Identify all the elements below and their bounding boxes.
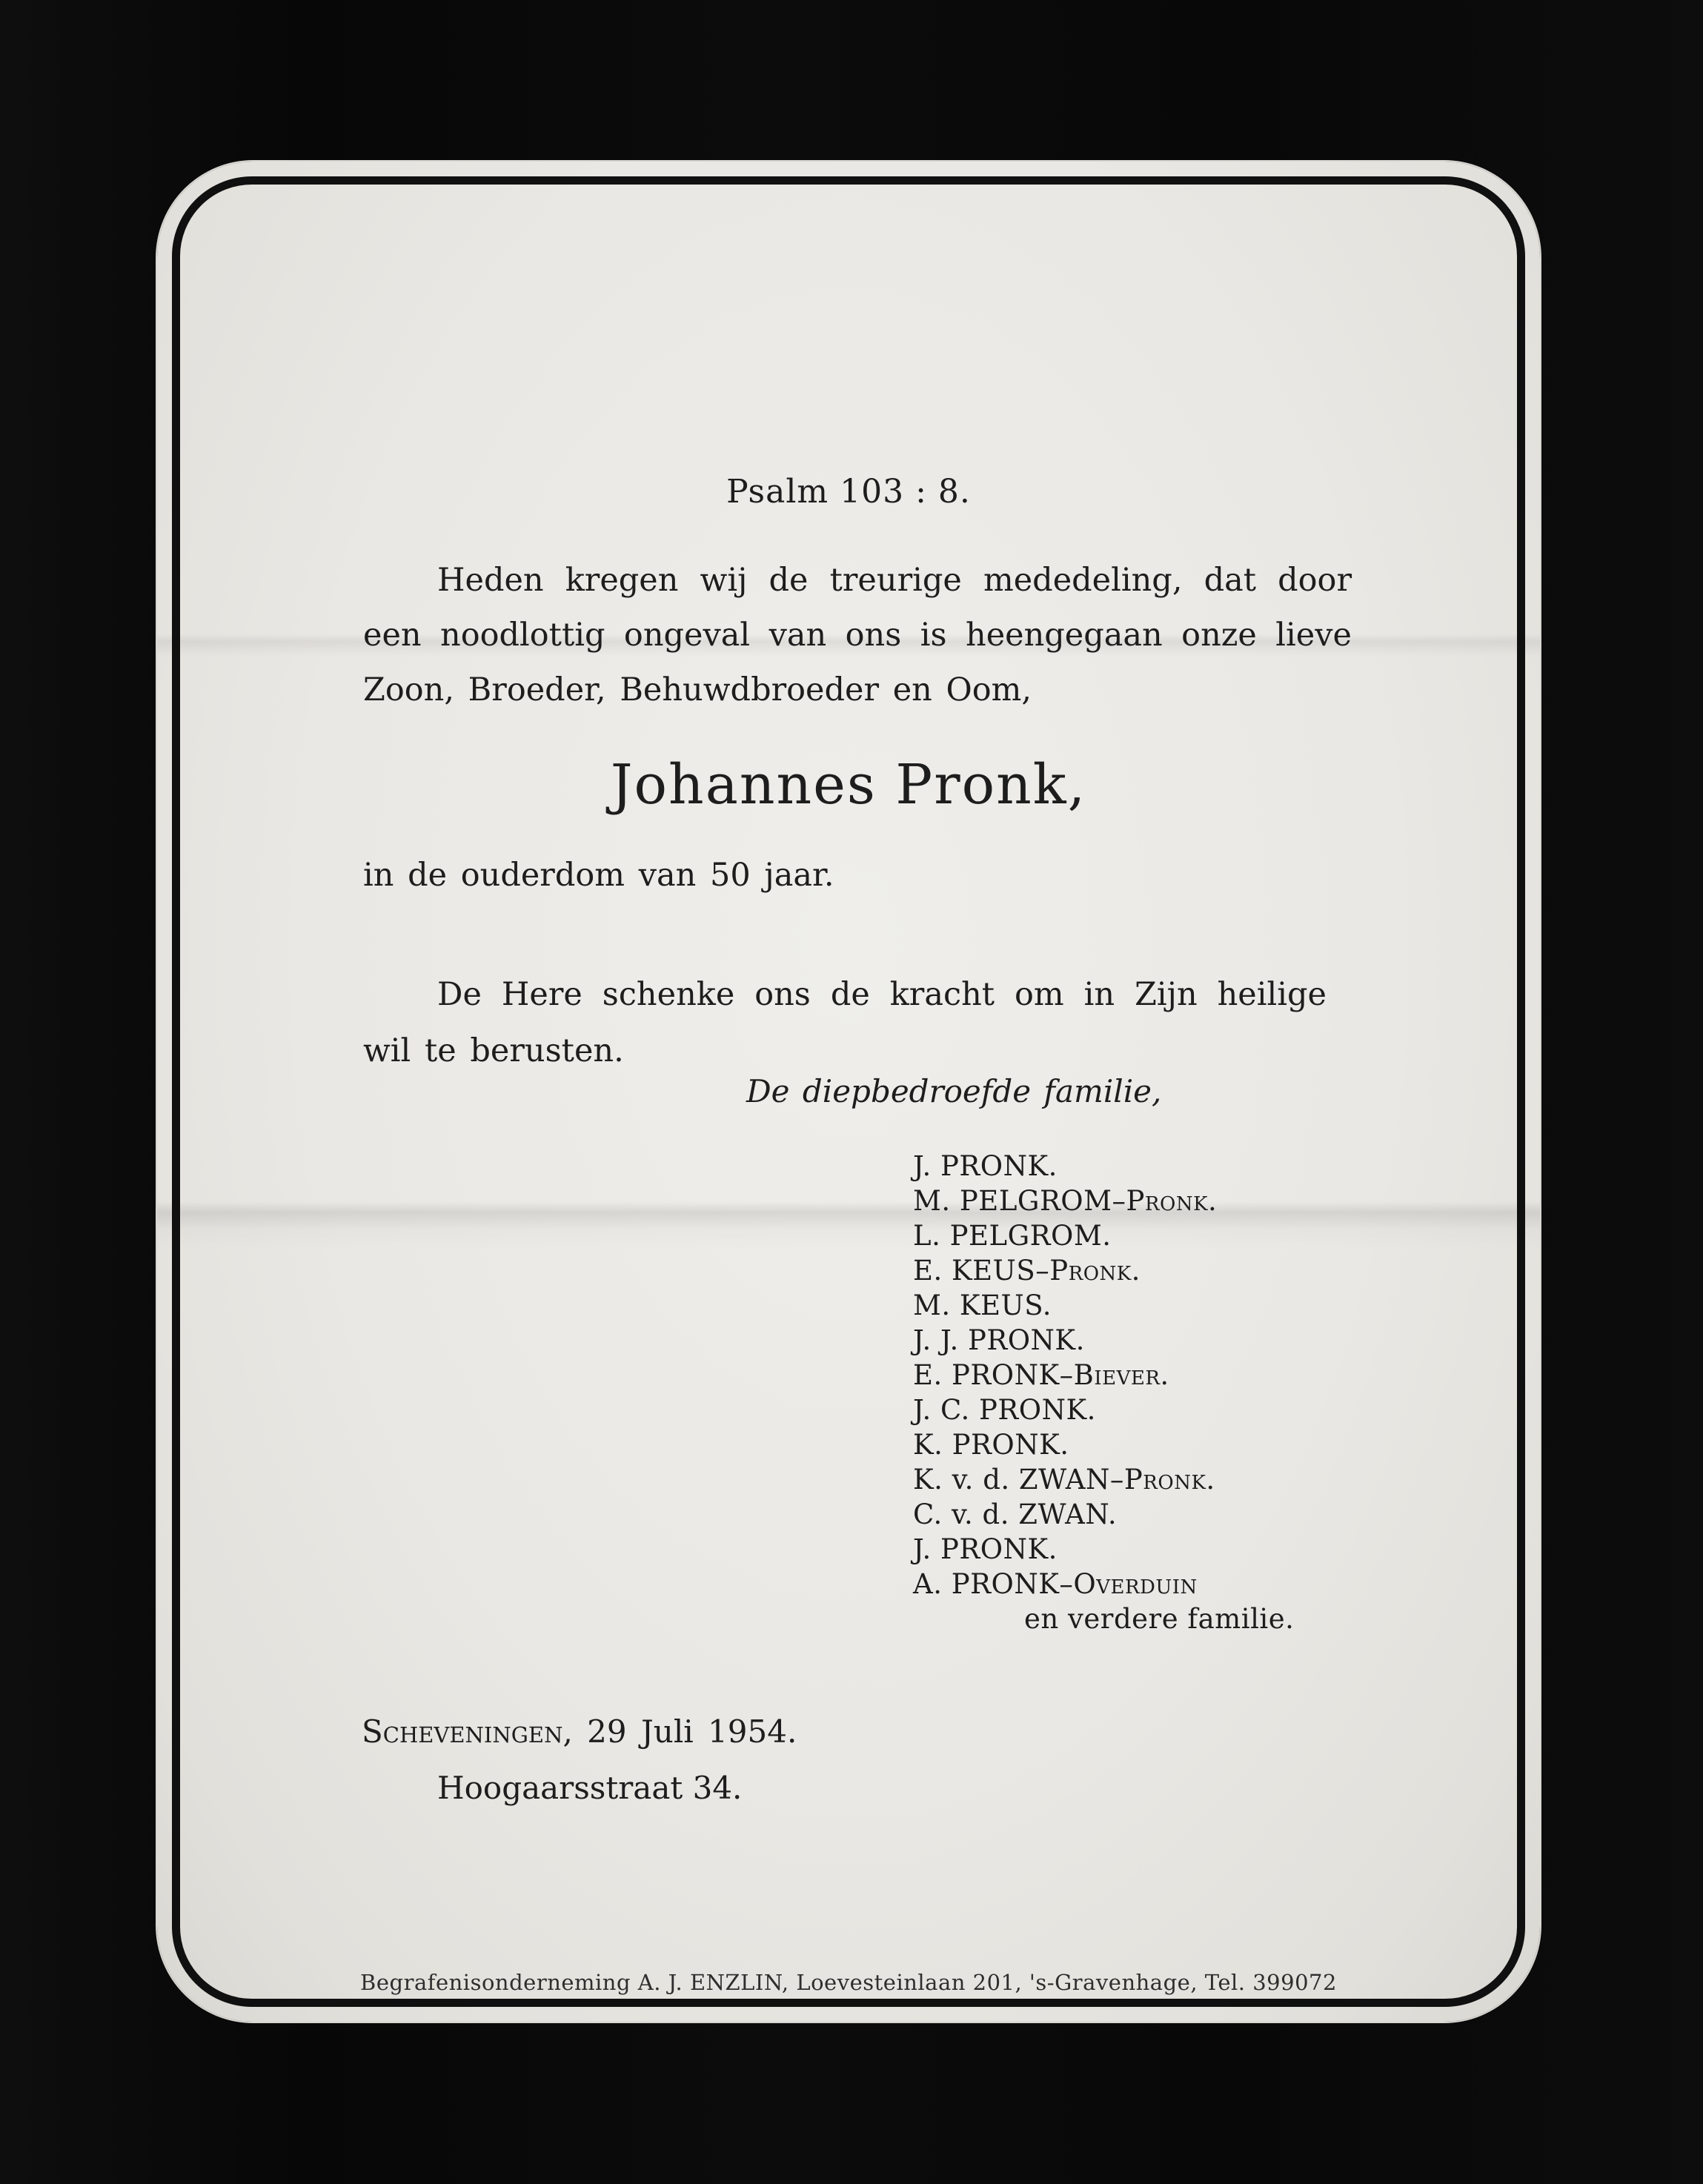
name-main: L. PELGROM. [913, 1220, 1112, 1252]
address-line: Hoogaarsstraat 34. [437, 1770, 743, 1806]
family-name-row [913, 1567, 1294, 1602]
comfort-paragraph: De Here schenke ons de kracht om in Zijn heilige wil te berusten. [363, 976, 1327, 1069]
name-main: C. v. d. ZWAN. [913, 1498, 1118, 1530]
name-main: E. KEUS– [913, 1255, 1050, 1287]
name-main: J. PRONK. [913, 1533, 1058, 1565]
psalm-reference: Psalm 103 : 8. [726, 473, 971, 511]
family-name-row [913, 1253, 1294, 1288]
undertaker-footer-line: Begrafenisonderneming A. J. ENZLIN, Loevesteinlaan 201, 's-Gravenhage, Tel. 399072 [360, 1970, 1337, 1995]
name-suffix: Pronk. [1049, 1255, 1141, 1287]
family-name-row [913, 1427, 1294, 1462]
name-main: J. C. PRONK. [913, 1394, 1096, 1426]
name-suffix: Biever. [1073, 1359, 1169, 1391]
place-date-line [362, 1713, 797, 1750]
family-name-row [913, 1218, 1294, 1253]
family-name-row [913, 1184, 1294, 1218]
family-intro-line: De diepbedroefde familie, [746, 1073, 1162, 1109]
name-main: J. J. PRONK. [913, 1324, 1085, 1356]
family-name-row [913, 1149, 1294, 1184]
family-name-row [913, 1532, 1294, 1567]
name-main: A. PRONK– [913, 1568, 1074, 1600]
family-names-list [913, 1149, 1294, 1636]
family-name-row [913, 1323, 1294, 1358]
name-main: K. PRONK. [913, 1429, 1069, 1461]
family-name-row [913, 1393, 1294, 1427]
name-main: E. PRONK– [913, 1359, 1074, 1391]
name-suffix: Overduin [1073, 1568, 1198, 1600]
age-line: in de ouderdom van 50 jaar. [363, 857, 834, 894]
place-name: Scheveningen, [362, 1713, 573, 1750]
date-value: 29 Juli 1954. [587, 1713, 797, 1750]
family-name-row [913, 1462, 1294, 1497]
name-main: J. PRONK. [913, 1150, 1058, 1182]
name-main: K. v. d. ZWAN– [913, 1464, 1124, 1496]
deceased-name: Johannes Pronk, [610, 753, 1087, 817]
mourning-card [157, 162, 1540, 2022]
family-name-row [913, 1358, 1294, 1393]
name-suffix: Pronk. [1123, 1464, 1215, 1496]
name-main: M. KEUS. [913, 1290, 1052, 1321]
name-main: M. PELGROM– [913, 1185, 1126, 1217]
family-name-row [913, 1497, 1294, 1532]
announcement-paragraph: Heden kregen wij de treurige mededeling, dat door een noodlottig ongeval van ons is heengegaan onze lieve Zoon, Broeder, Behuwdbroeder en Oom, [363, 562, 1352, 708]
family-name-row [913, 1288, 1294, 1323]
family-closing-line: en verdere familie. [1024, 1603, 1295, 1635]
name-suffix: Pronk. [1126, 1185, 1218, 1217]
